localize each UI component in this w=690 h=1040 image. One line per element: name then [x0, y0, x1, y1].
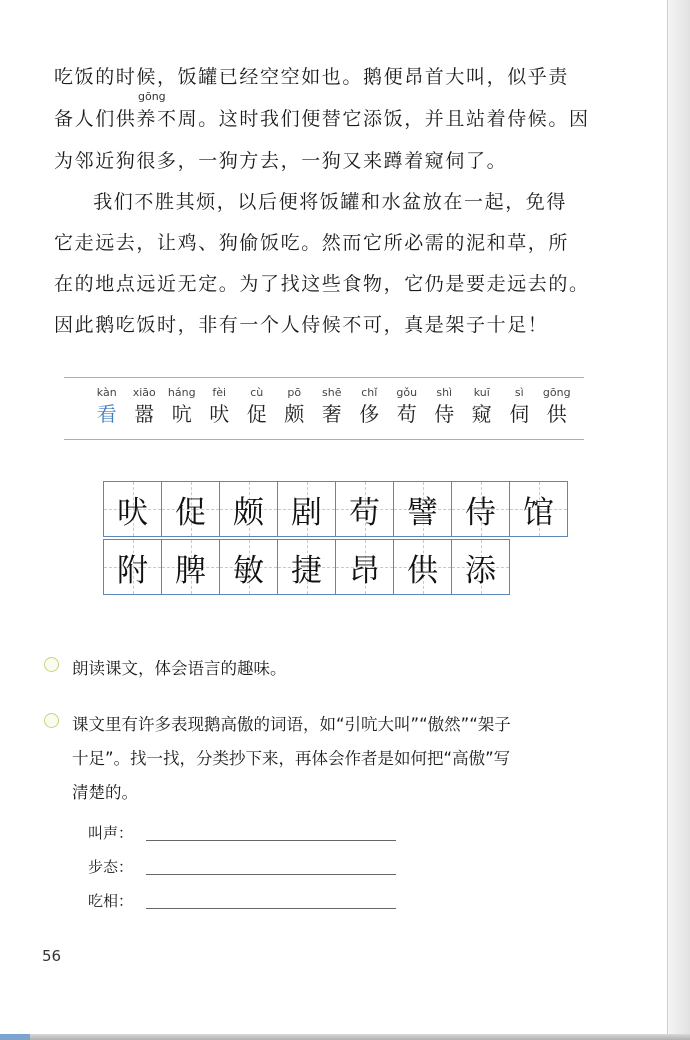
hanzi: 促: [246, 402, 267, 426]
hanzi: 吭: [171, 402, 192, 426]
strip-item: [276, 385, 314, 427]
grid-char: 脾: [175, 552, 206, 589]
exercise-text: 朗读课文，体会语言的趣味。: [72, 659, 287, 678]
grid-cell: [162, 481, 220, 537]
pinyin: háng: [167, 386, 196, 399]
grid-cell: [452, 539, 510, 595]
grid-cell: [104, 539, 162, 595]
grid-char: 供: [407, 552, 438, 589]
grid-char: 剧: [291, 494, 322, 531]
strip-item: [501, 385, 539, 427]
grid-cell: [220, 539, 278, 595]
grid-char: 颇: [233, 494, 264, 531]
pinyin: shì: [436, 386, 453, 399]
hanzi: 供: [546, 402, 567, 426]
pinyin: gǒu: [396, 386, 418, 399]
grid-char: 譬: [407, 494, 438, 531]
strip-item: [201, 385, 239, 427]
grid-char: 促: [175, 494, 206, 531]
writing-grid-row-1: [103, 481, 568, 537]
pinyin: kuī: [473, 386, 490, 399]
hanzi: 看: [96, 402, 117, 426]
strip-item: [313, 385, 351, 427]
strip-item: [351, 385, 389, 427]
pinyin-annotation: gōng: [138, 90, 166, 103]
hanzi: 侍: [434, 402, 455, 426]
grid-char: 苟: [349, 494, 380, 531]
text-line: 吃饭的时候，饭罐已经空空如也。鹅便昂首大叫，似乎责: [54, 66, 570, 88]
grid-cell: [104, 481, 162, 537]
hanzi: 窥: [471, 402, 492, 426]
hanzi: 侈: [359, 402, 380, 426]
pinyin: sì: [514, 386, 524, 399]
strip-item: [388, 385, 426, 427]
answer-line[interactable]: [146, 874, 396, 875]
hanzi: 吠: [209, 402, 230, 426]
pinyin: chǐ: [361, 386, 378, 399]
hanzi: 苟: [396, 402, 417, 426]
grid-char: 敏: [233, 552, 264, 589]
circle-bullet-icon: [44, 713, 59, 728]
pinyin: cù: [250, 386, 264, 399]
scrollbar-thumb[interactable]: [0, 1034, 30, 1040]
page-edge: [667, 0, 690, 1040]
grid-char: 馆: [523, 494, 554, 531]
exercise-text: 十足”。找一找，分类抄下来，再体会作者是如何把“高傲”写: [72, 749, 511, 768]
pinyin: kàn: [96, 386, 117, 399]
writing-grid-row-2: [103, 539, 510, 595]
grid-char: 捷: [291, 552, 322, 589]
grid-cell: [278, 481, 336, 537]
pinyin: xiāo: [132, 386, 156, 399]
pinyin-strip: [88, 385, 576, 427]
exercise-text: 课文里有许多表现鹅高傲的词语，如“引吭大叫”“傲然”“架子: [72, 715, 511, 734]
grid-char: 侍: [465, 494, 496, 531]
pinyin: pō: [287, 386, 302, 399]
page-number: 56: [42, 947, 62, 965]
strip-item: [238, 385, 276, 427]
pinyin: shē: [322, 386, 342, 399]
hanzi: 嚣: [134, 402, 155, 426]
fill-in-label: 步态：: [88, 858, 134, 876]
fill-in-label: 吃相：: [88, 892, 134, 910]
strip-item: [426, 385, 464, 427]
strip-item: [163, 385, 201, 427]
circle-bullet-icon: [44, 657, 59, 672]
strip-item: [463, 385, 501, 427]
text-line: 在的地点远近无定。为了找这些食物，它仍是要走远去的。: [54, 273, 590, 295]
hanzi: 奢: [321, 402, 342, 426]
strip-item: [88, 385, 126, 427]
pinyin: fèi: [212, 386, 227, 399]
grid-cell: [510, 481, 568, 537]
grid-char: 昂: [349, 552, 380, 589]
grid-cell: [452, 481, 510, 537]
text-line: 它走远去，让鸡、狗偷饭吃。然而它所必需的泥和草，所: [54, 232, 570, 254]
fill-in-label: 叫声：: [88, 824, 134, 842]
grid-cell: [394, 539, 452, 595]
text-line: 因此鹅吃饭时，非有一个人侍候不可，真是架子十足！: [54, 314, 549, 336]
text-line: 备人们供养不周。这时我们便替它添饭，并且站着侍候。因: [54, 108, 590, 130]
grid-cell: [336, 481, 394, 537]
grid-cell: [278, 539, 336, 595]
pinyin: gōng: [542, 386, 571, 399]
grid-char: 吠: [117, 494, 148, 531]
answer-line[interactable]: [146, 840, 396, 841]
strip-item: [126, 385, 164, 427]
grid-cell: [336, 539, 394, 595]
bottom-scrollbar[interactable]: [0, 1034, 690, 1040]
grid-char: 添: [465, 552, 496, 589]
answer-line[interactable]: [146, 908, 396, 909]
text-line: 为邻近狗很多，一狗方去，一狗又来蹲着窥伺了。: [54, 150, 508, 172]
grid-cell: [220, 481, 278, 537]
grid-char: 附: [117, 552, 148, 589]
strip-top-rule: [64, 377, 584, 378]
grid-cell: [394, 481, 452, 537]
grid-cell: [162, 539, 220, 595]
hanzi: 伺: [509, 402, 530, 426]
exercise-text: 清楚的。: [72, 783, 138, 802]
text-line: 我们不胜其烦，以后便将饭罐和水盆放在一起，免得: [52, 191, 568, 213]
strip-item: [538, 385, 576, 427]
strip-bottom-rule: [64, 439, 584, 440]
hanzi: 颇: [284, 402, 305, 426]
